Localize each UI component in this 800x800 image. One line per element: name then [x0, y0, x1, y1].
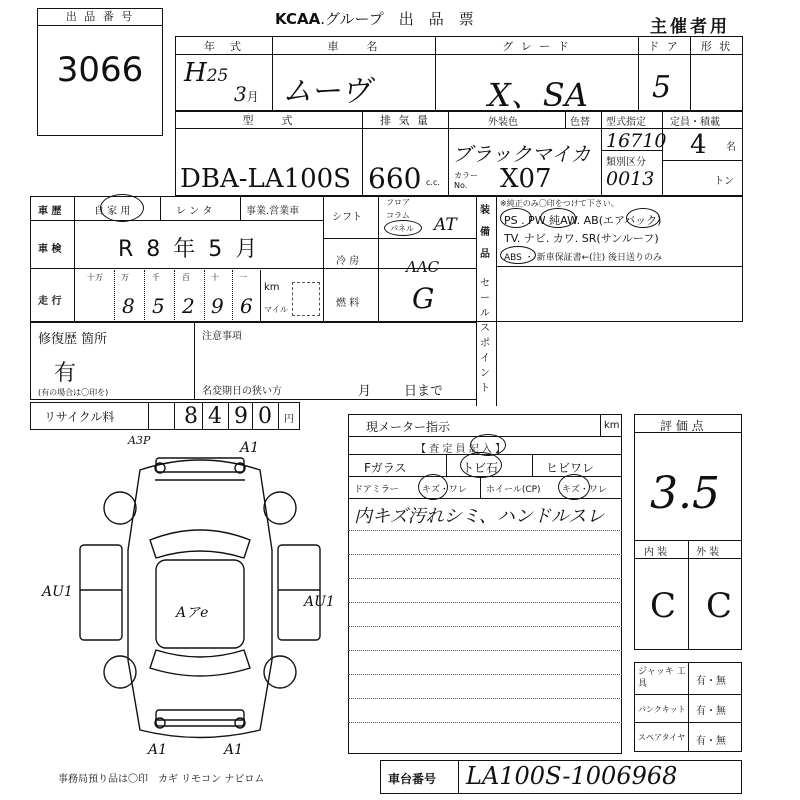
- name-change-day: 日まで: [404, 384, 444, 399]
- puncture-label: パンクキット: [638, 705, 686, 714]
- recycle-unit: 円: [284, 414, 294, 425]
- mileage-digit-5: 6: [240, 294, 253, 318]
- mileage-unit-0: 十万: [87, 273, 103, 282]
- mark-a1-top: A1: [240, 440, 260, 456]
- title-text: .グループ 出 品 票: [320, 10, 474, 28]
- capacity-value: 4: [690, 130, 707, 160]
- recycle-digit-0: 8: [184, 404, 198, 429]
- inspection-value: R 8 年 5 月: [118, 237, 261, 262]
- color-change-label: 色替: [570, 117, 590, 128]
- pw-circle: [540, 208, 576, 228]
- recycle-digit-1: 4: [208, 404, 222, 429]
- month-value: 3月: [234, 82, 259, 106]
- spare-label: スペアタイヤ: [638, 733, 686, 742]
- kcaa-logo: KCAA: [275, 10, 321, 28]
- mileage-label: 走 行: [38, 296, 62, 307]
- recycle-digit-2: 9: [234, 404, 248, 429]
- displacement-value: 660: [368, 162, 422, 195]
- grade-label: グ レ ー ド: [502, 40, 571, 53]
- kizu-ware-2: キズ・ワレ: [562, 485, 607, 495]
- abs-circle: [500, 246, 536, 264]
- mileage-digit-1: 8: [122, 294, 135, 318]
- history-rental: レ ン タ: [176, 206, 213, 217]
- class-label: 類別区分: [606, 157, 646, 168]
- hibi-label: ヒビワレ: [546, 461, 595, 475]
- type-spec-label: 型式指定: [606, 117, 646, 128]
- car-name-label: 車 名: [327, 40, 380, 53]
- office-note: 事務局預り品は〇印 カギ リモコン ナビロム: [58, 774, 265, 785]
- shift-label: シフト: [332, 212, 362, 223]
- displacement-label: 排 気 量: [380, 114, 430, 127]
- fuel-label: 燃 料: [336, 298, 360, 309]
- shift-panel: パネル: [390, 224, 414, 233]
- chassis-label: 車台番号: [388, 772, 437, 786]
- tobi-label: トビ石: [462, 461, 499, 475]
- wheel-label: ホイール(CP): [486, 485, 541, 495]
- lot-number-box: [37, 8, 163, 136]
- kizu1-circle: [418, 474, 448, 500]
- car-diagram: [60, 440, 340, 760]
- history-label: 車 歴: [38, 206, 62, 217]
- spare-value: 有・無: [696, 736, 726, 747]
- color-value: ブラックマイカ: [452, 142, 591, 166]
- color-no-label: カラー No.: [454, 171, 478, 190]
- interior-label: 内 装: [644, 547, 668, 558]
- shape-label: 形 状: [700, 40, 733, 53]
- private-circle: [100, 194, 144, 222]
- mark-a1-bottom-left: A1: [148, 742, 168, 758]
- jack-label: ジャッキ 工 具: [638, 667, 686, 689]
- mileage-unit-2: 千: [152, 273, 160, 282]
- ab-circle: [626, 208, 660, 228]
- color-no-value: X07: [500, 164, 552, 194]
- ac-label: 冷 房: [336, 256, 360, 267]
- mileage-unit-1: 万: [121, 273, 129, 282]
- mark-roof: Aアe: [176, 605, 209, 621]
- recycle-digit-3: 0: [258, 404, 272, 429]
- history-business: 事業.営業車: [246, 206, 300, 217]
- f-glass-label: Fガラス: [364, 461, 407, 475]
- equipment-line3: ABS ・ 新車保証書←(注) 後日送りのみ: [504, 253, 663, 263]
- year-label: 年 式: [204, 40, 243, 53]
- rating-label: 評 価 点: [660, 419, 704, 433]
- kizu2-circle: [558, 474, 590, 500]
- door-mirror-label: ドアミラー: [354, 485, 399, 495]
- year-value: H25: [184, 58, 229, 88]
- repair-note: (有の場合は〇印を): [38, 388, 109, 397]
- equipment-line2: TV. ナビ. カワ. SR(サンルーフ): [504, 232, 659, 245]
- recycle-label: リサイクル料: [44, 410, 115, 424]
- repair-label: 修復歴 箇所: [38, 332, 108, 347]
- mileage-digit-2: 5: [152, 294, 165, 318]
- mark-a1-bottom-right: A1: [224, 742, 244, 758]
- mile-box: [292, 282, 320, 316]
- sales-point-label: セールスポイント: [480, 278, 490, 394]
- exterior-label: 外 装: [696, 547, 720, 558]
- car-name: ムーヴ: [282, 74, 371, 109]
- meter-unit: km: [604, 420, 620, 431]
- mark-au1-right: AU1: [304, 594, 335, 610]
- shift-column: コラム: [386, 211, 410, 220]
- capacity-label: 定員・積載: [670, 117, 720, 128]
- door-value: 5: [652, 70, 672, 105]
- mark-au1-left: AU1: [42, 584, 73, 600]
- mileage-digit-3: 2: [182, 294, 195, 318]
- interior-value: C: [650, 586, 677, 626]
- mark-a3p: A3P: [128, 434, 151, 447]
- puncture-value: 有・無: [696, 706, 726, 717]
- equipment-note: ※純正のみ〇印をつけて下さい。: [500, 199, 619, 208]
- model-label: 型 式: [242, 114, 295, 127]
- mileage-unit-5: 一: [239, 273, 247, 282]
- mileage-unit-4: 十: [211, 273, 219, 282]
- door-label: ド ア: [648, 40, 680, 53]
- jack-value: 有・無: [696, 676, 726, 687]
- class-value: 0013: [606, 168, 655, 190]
- remark-line-1: 内キズ汚れシミ、ハンドルスレ: [354, 506, 605, 527]
- equipment-side-label: 装備品: [480, 205, 490, 260]
- fuel-value: G: [412, 282, 435, 315]
- inspection-label: 車 検: [38, 244, 62, 255]
- cc-unit: c.c.: [426, 178, 440, 187]
- form-title: [275, 8, 474, 29]
- tobi-circle: [460, 452, 502, 478]
- history-private: 自 家 用: [94, 206, 131, 217]
- repair-value: 有: [54, 361, 77, 386]
- rating-score: 3.5: [650, 468, 720, 519]
- exterior-value: C: [706, 586, 733, 626]
- kizu-ware-1: キズ・ワレ: [422, 485, 467, 495]
- lot-number-label: 出 品 番 号: [38, 9, 162, 26]
- panel-circle: [384, 220, 422, 236]
- inspector-label: 【 査 定 員 記 入 】: [416, 444, 506, 455]
- shift-floor: フロア: [386, 198, 410, 207]
- type-spec-value: 16710: [606, 130, 667, 152]
- mile-label: マイル: [264, 305, 288, 314]
- mileage-digit-4: 9: [211, 294, 224, 318]
- ton-unit: トン: [714, 176, 734, 187]
- chassis-number: LA100S-1006968: [466, 762, 678, 790]
- ac-value: AAC: [406, 258, 440, 276]
- grade-value: X、SA: [488, 76, 588, 114]
- meter-label: 現メーター指示: [366, 420, 451, 434]
- caution-label: 注意事項: [202, 331, 242, 342]
- km-label: km: [264, 282, 280, 293]
- color-label: 外装色: [488, 117, 518, 128]
- capacity-unit: 名: [726, 142, 736, 153]
- model-value: DBA-LA100S: [180, 164, 351, 194]
- role-label: 主催者用: [650, 17, 730, 37]
- name-change-month: 月: [358, 384, 372, 399]
- mileage-unit-3: 百: [182, 273, 190, 282]
- name-change-label: 名変期日の狭い方: [202, 386, 282, 397]
- lot-number: 3066: [56, 50, 144, 90]
- ps-circle: [500, 208, 532, 228]
- shift-value: AT: [434, 215, 457, 235]
- equipment-line1: PS . PW 純AW. AB(エアバック): [504, 214, 662, 227]
